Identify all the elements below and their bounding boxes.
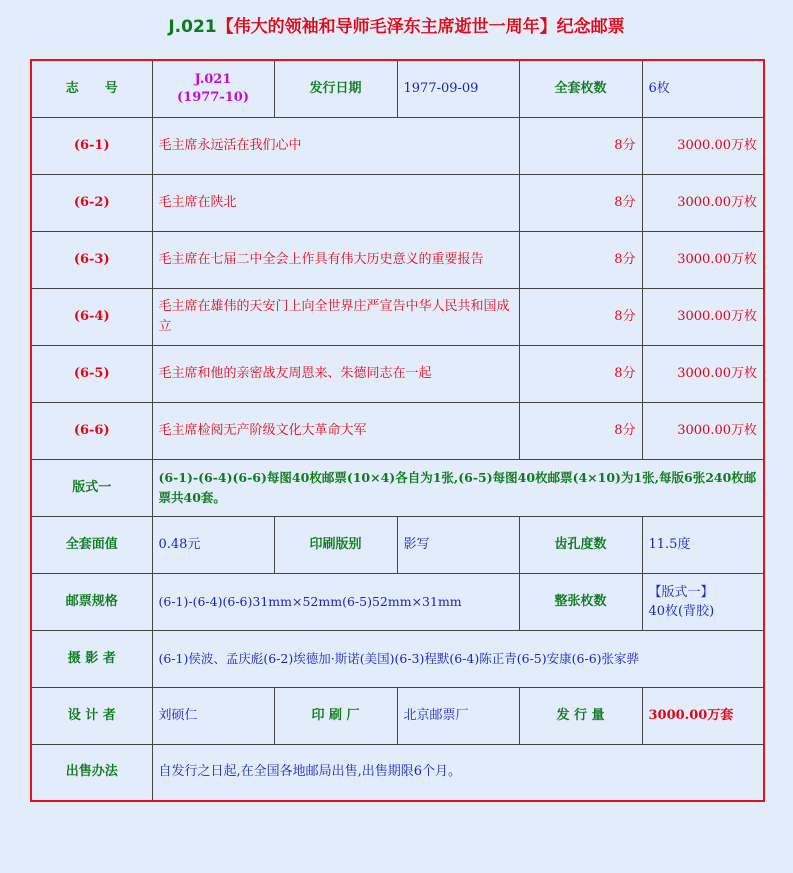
count-value: 6枚 [642, 60, 764, 117]
sheet-label: 整张枚数 [519, 573, 642, 630]
stamp-id: (6-2) [31, 174, 152, 231]
printer-value: 北京邮票厂 [397, 687, 519, 744]
issue-label: 发 行 量 [519, 687, 642, 744]
sheet-line2: 40枚(背胶) [648, 603, 715, 619]
format-label: 版式一 [31, 459, 152, 516]
spec-value: (6-1)-(6-4)(6-6)31mm×52mm(6-5)52mm×31mm [152, 573, 519, 630]
code-sub: (1977-10) [177, 89, 249, 105]
stamp-name: 毛主席永远活在我们心中 [152, 117, 519, 174]
print-value: 影写 [397, 516, 519, 573]
title-code: J.021 [168, 17, 217, 37]
stamp-id: (6-6) [31, 402, 152, 459]
code-main: J.021 [194, 71, 232, 87]
stamp-qty: 3000.00万枚 [642, 174, 764, 231]
stamp-name: 毛主席和他的亲密战友周恩来、朱德同志在一起 [152, 345, 519, 402]
face-label: 全套面值 [31, 516, 152, 573]
stamp-name: 毛主席检阅无产阶级文化大革命大军 [152, 402, 519, 459]
issue-value: 3000.00万套 [642, 687, 764, 744]
design-row [31, 687, 764, 744]
stamp-id: (6-3) [31, 231, 152, 288]
stamp-id: (6-1) [31, 117, 152, 174]
table-row [31, 174, 764, 231]
sale-value: 自发行之日起,在全国各地邮局出售,出售期限6个月。 [152, 744, 764, 801]
stamp-qty: 3000.00万枚 [642, 117, 764, 174]
table-row [31, 231, 764, 288]
header-row [31, 60, 764, 117]
perf-label: 齿孔度数 [519, 516, 642, 573]
sale-row [31, 744, 764, 801]
format-row [31, 459, 764, 516]
stamp-qty: 3000.00万枚 [642, 402, 764, 459]
stamp-name: 毛主席在雄伟的天安门上向全世界庄严宣告中华人民共和国成立 [152, 288, 519, 345]
sheet-line1: 【版式一】 [648, 584, 714, 600]
stamp-qty: 3000.00万枚 [642, 231, 764, 288]
sale-label: 出售办法 [31, 744, 152, 801]
stamp-value: 8分 [519, 174, 642, 231]
photo-label: 摄 影 者 [31, 630, 152, 687]
spec-row [31, 573, 764, 630]
designer-label: 设 计 者 [31, 687, 152, 744]
stamp-name: 毛主席在陕北 [152, 174, 519, 231]
date-value: 1977-09-09 [397, 60, 519, 117]
stamp-value: 8分 [519, 288, 642, 345]
stamp-value: 8分 [519, 231, 642, 288]
count-label: 全套枚数 [519, 60, 642, 117]
face-value: 0.48元 [152, 516, 274, 573]
designer-value: 刘硕仁 [152, 687, 274, 744]
printer-label: 印 刷 厂 [274, 687, 397, 744]
code-label: 志 号 [31, 60, 152, 117]
stamp-value: 8分 [519, 402, 642, 459]
table-row [31, 402, 764, 459]
date-label: 发行日期 [274, 60, 397, 117]
perf-value: 11.5度 [642, 516, 764, 573]
stamp-qty: 3000.00万枚 [642, 345, 764, 402]
title-name: 【伟大的领袖和导师毛泽东主席逝世一周年】 [216, 17, 557, 37]
table-row [31, 288, 764, 345]
stamp-id: (6-4) [31, 288, 152, 345]
print-label: 印刷版别 [274, 516, 397, 573]
stamp-id: (6-5) [31, 345, 152, 402]
code-value [152, 60, 274, 117]
photo-value: (6-1)侯波、孟庆彪(6-2)埃德加·斯诺(美国)(6-3)程默(6-4)陈正青(6-5)安康(6-6)张家骅 [152, 630, 764, 687]
photo-row [31, 630, 764, 687]
format-text: (6-1)-(6-4)(6-6)每图40枚邮票(10×4)各自为1张,(6-5)每图40枚邮票(4×10)为1张,每版6张240枚邮票共40套。 [152, 459, 764, 516]
sheet-value [642, 573, 764, 630]
face-row [31, 516, 764, 573]
stamp-name: 毛主席在七届二中全会上作具有伟大历史意义的重要报告 [152, 231, 519, 288]
title-suffix: 纪念邮票 [556, 17, 625, 37]
stamp-value: 8分 [519, 117, 642, 174]
stamp-qty: 3000.00万枚 [642, 288, 764, 345]
spec-label: 邮票规格 [31, 573, 152, 630]
table-row [31, 117, 764, 174]
page-title [0, 14, 793, 40]
stamp-info-table [30, 59, 765, 802]
table-row [31, 345, 764, 402]
stamp-value: 8分 [519, 345, 642, 402]
